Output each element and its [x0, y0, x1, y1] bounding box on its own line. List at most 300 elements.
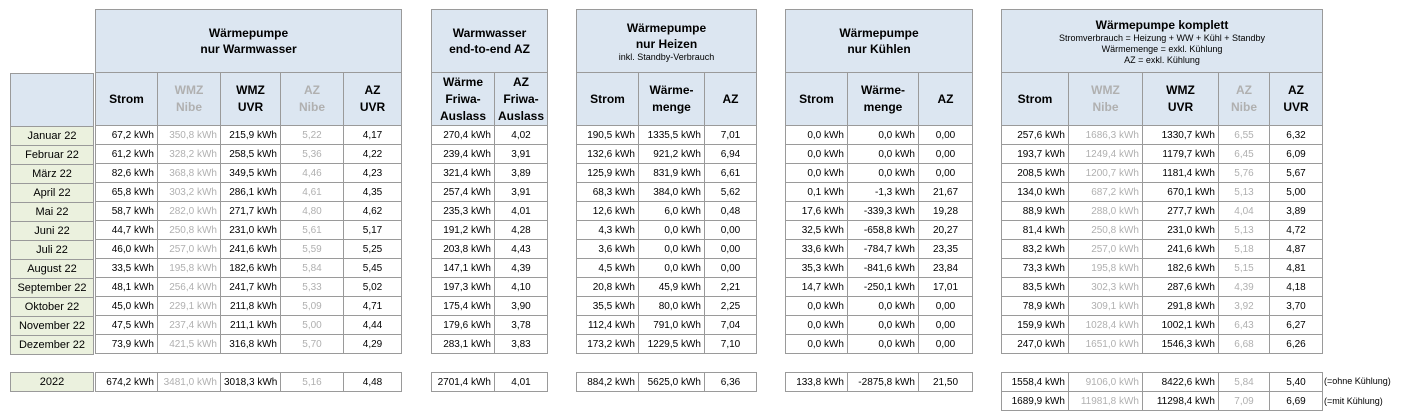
column-header-line: Nibe [1230, 100, 1257, 114]
total-cell: 5,40 [1270, 373, 1323, 392]
table-cell: 191,2 kWh [432, 221, 495, 240]
table-row [786, 183, 973, 202]
total-cell: -2875,8 kWh [848, 373, 919, 392]
table-heizen [576, 9, 757, 354]
title-line: nur Kühlen [847, 42, 911, 56]
table-row [577, 278, 757, 297]
title-subtitle: inkl. Standby-Verbrauch [618, 51, 715, 62]
table-cell: 687,2 kWh [1069, 183, 1143, 202]
table-warmwasser [95, 9, 402, 354]
month-label: November 22 [11, 317, 94, 336]
table-cell: 5,61 [281, 221, 344, 240]
column-header-line: menge [863, 100, 903, 114]
table-cell: 250,8 kWh [1069, 221, 1143, 240]
table-cell: 4,02 [495, 126, 548, 145]
table-cell: 0,48 [705, 202, 757, 221]
table-cell: 0,00 [919, 316, 973, 335]
table-cell: 44,7 kWh [96, 221, 158, 240]
table-row [1002, 335, 1323, 354]
month-row [11, 317, 94, 336]
total-kuehlen [785, 372, 973, 392]
table-cell: 3,91 [495, 145, 548, 164]
table-cell: 4,28 [495, 221, 548, 240]
table-cell: 4,10 [495, 278, 548, 297]
table-cell: 33,6 kWh [786, 240, 848, 259]
table-cell: 241,6 kWh [1143, 240, 1219, 259]
table-cell: 3,92 [1219, 297, 1270, 316]
table-cell: 0,0 kWh [848, 164, 919, 183]
month-row [11, 203, 94, 222]
total-cell: 674,2 kWh [96, 373, 158, 392]
table-cell: 132,6 kWh [577, 145, 639, 164]
table-cell: 5,00 [1270, 183, 1323, 202]
table-row [96, 183, 402, 202]
table-cell: 5,09 [281, 297, 344, 316]
table-cell: 316,8 kWh [221, 335, 281, 354]
table-row [96, 240, 402, 259]
total-cell: 11298,4 kWh [1143, 392, 1219, 411]
column-header-line: WMZ [174, 83, 204, 97]
total-komplett [1001, 372, 1323, 411]
column-header [848, 73, 919, 126]
table-cell: 831,9 kWh [639, 164, 705, 183]
table-cell: 287,6 kWh [1143, 278, 1219, 297]
table-row [1002, 145, 1323, 164]
header-row [96, 73, 402, 126]
column-header-line: Wärme- [649, 83, 694, 97]
month-row [11, 260, 94, 279]
table-cell: 7,01 [705, 126, 757, 145]
table-cell: 3,83 [495, 335, 548, 354]
column-header-line: Strom [590, 91, 625, 106]
table-cell: 302,3 kWh [1069, 278, 1143, 297]
table-row [432, 240, 548, 259]
table-cell: 4,39 [1219, 278, 1270, 297]
table-cell: 231,0 kWh [221, 221, 281, 240]
table-cell: 80,0 kWh [639, 297, 705, 316]
table-cell: 0,00 [919, 145, 973, 164]
table-row [96, 145, 402, 164]
column-header-line: AZ [1288, 83, 1304, 97]
table-cell: 195,8 kWh [158, 259, 221, 278]
table-cell: 193,7 kWh [1002, 145, 1069, 164]
table-cell: 5,45 [344, 259, 402, 278]
table-cell: 67,2 kWh [96, 126, 158, 145]
table-row [786, 164, 973, 183]
column-header-line: AZ [722, 91, 739, 106]
table-row [577, 316, 757, 335]
month-row [11, 298, 94, 317]
table-cell: 83,5 kWh [1002, 278, 1069, 297]
title-subtitle: AZ = exkl. Kühlung [1124, 54, 1200, 65]
table-cell: 7,10 [705, 335, 757, 354]
table-cell: 6,09 [1270, 145, 1323, 164]
table-cell: 45,0 kWh [96, 297, 158, 316]
table-row [577, 126, 757, 145]
month-row [11, 184, 94, 203]
table-row [1002, 202, 1323, 221]
column-header-line: WMZ [236, 83, 265, 97]
total-cell: 7,09 [1219, 392, 1270, 411]
total-row [786, 373, 973, 392]
title-line: Wärmepumpe [208, 26, 289, 40]
column-header [1143, 73, 1219, 126]
table-title [432, 10, 548, 73]
month-label: April 22 [11, 184, 94, 203]
table-cell: 1181,4 kWh [1143, 164, 1219, 183]
table-cell: 58,7 kWh [96, 202, 158, 221]
table-cell: 241,6 kWh [221, 240, 281, 259]
year-label-table [10, 372, 94, 392]
table-cell: 47,5 kWh [96, 316, 158, 335]
table-cell: 88,9 kWh [1002, 202, 1069, 221]
table-cell: 46,0 kWh [96, 240, 158, 259]
table-row [577, 335, 757, 354]
table-row [432, 145, 548, 164]
table-cell: 3,90 [495, 297, 548, 316]
header-row [432, 73, 548, 126]
column-header-line: Strom [109, 91, 144, 106]
column-header-line: AZ [937, 91, 954, 106]
column-header [96, 73, 158, 126]
table-cell: 4,39 [495, 259, 548, 278]
total-warmwasser [95, 372, 402, 392]
table-cell: 2,25 [705, 297, 757, 316]
column-header [1219, 73, 1270, 126]
month-body [11, 74, 94, 355]
title-subtitle: Wärmemenge = exkl. Kühlung [1101, 43, 1223, 54]
table-cell: 0,0 kWh [786, 297, 848, 316]
table-cell: 48,1 kWh [96, 278, 158, 297]
month-row [11, 127, 94, 146]
table-row [577, 164, 757, 183]
month-label: Juli 22 [11, 241, 94, 260]
table-cell: 5,25 [344, 240, 402, 259]
table-cell: 250,8 kWh [158, 221, 221, 240]
table-cell: 190,5 kWh [577, 126, 639, 145]
table-cell: 203,8 kWh [432, 240, 495, 259]
title-line: end-to-end AZ [449, 42, 530, 56]
table-cell: 215,9 kWh [221, 126, 281, 145]
table-cell: 271,7 kWh [221, 202, 281, 221]
table-row [1002, 126, 1323, 145]
total-cell: 3018,3 kWh [221, 373, 281, 392]
table-cell: 175,4 kWh [432, 297, 495, 316]
table-row [432, 164, 548, 183]
table-cell: 5,15 [1219, 259, 1270, 278]
table-cell: 229,1 kWh [158, 297, 221, 316]
table-cell: 0,0 kWh [848, 316, 919, 335]
table-cell: 257,6 kWh [1002, 126, 1069, 145]
column-header [1002, 73, 1069, 126]
table-cell: 791,0 kWh [639, 316, 705, 335]
month-row [11, 222, 94, 241]
table-cell: 211,8 kWh [221, 297, 281, 316]
table-cell: 1200,7 kWh [1069, 164, 1143, 183]
table-cell: 368,8 kWh [158, 164, 221, 183]
table-cell: 4,44 [344, 316, 402, 335]
table-cell: 23,84 [919, 259, 973, 278]
month-row [11, 146, 94, 165]
total-cell: 5625,0 kWh [639, 373, 705, 392]
table-cell: 173,2 kWh [577, 335, 639, 354]
table-cell: 0,0 kWh [848, 335, 919, 354]
table-cell: 4,5 kWh [577, 259, 639, 278]
column-header [158, 73, 221, 126]
table-cell: 83,2 kWh [1002, 240, 1069, 259]
column-header [495, 73, 548, 126]
table-cell: 5,33 [281, 278, 344, 297]
year-label: 2022 [11, 373, 94, 392]
table-cell: 6,45 [1219, 145, 1270, 164]
table-row [432, 221, 548, 240]
table-cell: 4,35 [344, 183, 402, 202]
table-cell: 235,3 kWh [432, 202, 495, 221]
table-cell: 328,2 kWh [158, 145, 221, 164]
title-line: Warmwasser [452, 26, 527, 40]
table-cell: 258,5 kWh [221, 145, 281, 164]
table-cell: 1335,5 kWh [639, 126, 705, 145]
column-header [919, 73, 973, 126]
table-row [96, 278, 402, 297]
table-cell: 14,7 kWh [786, 278, 848, 297]
column-header-line: AZ [364, 83, 381, 97]
table-row [96, 297, 402, 316]
total-cell: 1689,9 kWh [1002, 392, 1069, 411]
column-header-line: UVR [237, 100, 264, 114]
table-cell: 4,71 [344, 297, 402, 316]
column-header-line: UVR [359, 100, 386, 114]
table-cell: 35,3 kWh [786, 259, 848, 278]
total-cell: 2701,4 kWh [432, 373, 495, 392]
title-line: nur Heizen [635, 36, 698, 51]
table-cell: 241,7 kWh [221, 278, 281, 297]
table-cell: 6,26 [1270, 335, 1323, 354]
table-cell: 182,6 kWh [221, 259, 281, 278]
total-row [1002, 392, 1323, 411]
column-header-line: Auslass [439, 108, 487, 123]
table-cell: 5,76 [1219, 164, 1270, 183]
table-cell: 4,04 [1219, 202, 1270, 221]
table-cell: 257,0 kWh [1069, 240, 1143, 259]
title-line: Wärmepumpe [626, 20, 707, 35]
table-cell: 3,70 [1270, 297, 1323, 316]
table-cell: 239,4 kWh [432, 145, 495, 164]
table-row [786, 297, 973, 316]
table-cell: 5,59 [281, 240, 344, 259]
table-row [96, 126, 402, 145]
table-row [432, 183, 548, 202]
table-row [1002, 316, 1323, 335]
table-cell: 256,4 kWh [158, 278, 221, 297]
table-cell: 32,5 kWh [786, 221, 848, 240]
month-label: Dezember 22 [11, 336, 94, 355]
table-cell: 288,0 kWh [1069, 202, 1143, 221]
table-cell: 61,2 kWh [96, 145, 158, 164]
table-cell: 68,3 kWh [577, 183, 639, 202]
table-cell: 1651,0 kWh [1069, 335, 1143, 354]
column-header [786, 73, 848, 126]
total-cell: 3481,0 kWh [158, 373, 221, 392]
table-cell: 0,00 [705, 240, 757, 259]
table-cell: 0,0 kWh [848, 145, 919, 164]
table-cell: 197,3 kWh [432, 278, 495, 297]
month-column [10, 73, 94, 355]
month-label: Juni 22 [11, 222, 94, 241]
table-kuehlen [785, 9, 973, 354]
table-cell: 112,4 kWh [577, 316, 639, 335]
table-cell: 4,18 [1270, 278, 1323, 297]
title-line: nur Warmwasser [200, 42, 297, 56]
table-row [577, 259, 757, 278]
column-header-line: Nibe [175, 100, 202, 114]
table-cell: 20,8 kWh [577, 278, 639, 297]
table-cell: 4,3 kWh [577, 221, 639, 240]
table-cell: 1249,4 kWh [1069, 145, 1143, 164]
table-cell: 5,84 [281, 259, 344, 278]
total-cell: 4,01 [495, 373, 548, 392]
table-cell: 257,4 kWh [432, 183, 495, 202]
table-cell: 5,17 [344, 221, 402, 240]
table-cell: 3,6 kWh [577, 240, 639, 259]
table-cell: 0,0 kWh [786, 164, 848, 183]
table-title [1002, 10, 1323, 73]
table-cell: 5,67 [1270, 164, 1323, 183]
note-mit-kuehlung: (=mit Kühlung) [1324, 396, 1383, 406]
table-row [577, 297, 757, 316]
table-row [786, 316, 973, 335]
table-cell: -1,3 kWh [848, 183, 919, 202]
table-cell: -250,1 kWh [848, 278, 919, 297]
total-cell: 6,69 [1270, 392, 1323, 411]
table-cell: 321,4 kWh [432, 164, 495, 183]
total-end-to-end [431, 372, 548, 392]
table-row [786, 145, 973, 164]
table-row [1002, 278, 1323, 297]
table-cell: 4,87 [1270, 240, 1323, 259]
table-komplett [1001, 9, 1323, 354]
header-row [577, 73, 757, 126]
table-title [577, 10, 757, 73]
table-cell: 4,62 [344, 202, 402, 221]
column-header-line: Strom [799, 91, 834, 106]
table-title [96, 10, 402, 73]
total-cell: 6,36 [705, 373, 757, 392]
table-cell: 7,04 [705, 316, 757, 335]
table-row [432, 316, 548, 335]
table-cell: 159,9 kWh [1002, 316, 1069, 335]
month-header-cell [11, 74, 94, 127]
table-cell: 0,0 kWh [786, 126, 848, 145]
table-cell: 5,70 [281, 335, 344, 354]
table-cell: 4,29 [344, 335, 402, 354]
table-cell: 125,9 kWh [577, 164, 639, 183]
table-cell: 6,32 [1270, 126, 1323, 145]
table-row [786, 259, 973, 278]
column-header-line: UVR [1167, 100, 1194, 114]
table-cell: 33,5 kWh [96, 259, 158, 278]
column-header [281, 73, 344, 126]
column-header-line: UVR [1283, 100, 1309, 114]
column-header-line: WMZ [1166, 83, 1195, 97]
table-cell: 0,0 kWh [848, 297, 919, 316]
table-cell: 6,94 [705, 145, 757, 164]
table-row [432, 335, 548, 354]
table-cell: 147,1 kWh [432, 259, 495, 278]
table-cell: 6,43 [1219, 316, 1270, 335]
table-row [96, 259, 402, 278]
table-cell: 421,5 kWh [158, 335, 221, 354]
table-cell: 211,1 kWh [221, 316, 281, 335]
column-header-line: AZ [304, 83, 320, 97]
total-cell: 5,16 [281, 373, 344, 392]
total-cell: 4,48 [344, 373, 402, 392]
table-row [577, 202, 757, 221]
table-cell: 5,22 [281, 126, 344, 145]
table-row [1002, 183, 1323, 202]
table-row [432, 278, 548, 297]
column-header [1270, 73, 1323, 126]
table-title [786, 10, 973, 73]
month-label: August 22 [11, 260, 94, 279]
column-header-line: Friwa- [445, 91, 481, 106]
month-label: Oktober 22 [11, 298, 94, 317]
column-header-line: Nibe [298, 100, 325, 114]
table-cell: 5,13 [1219, 221, 1270, 240]
table-cell: 3,89 [495, 164, 548, 183]
table-cell: -339,3 kWh [848, 202, 919, 221]
table-cell: 0,1 kWh [786, 183, 848, 202]
table-cell: 19,28 [919, 202, 973, 221]
table-cell: 17,6 kWh [786, 202, 848, 221]
table-row [786, 126, 973, 145]
table-cell: 82,6 kWh [96, 164, 158, 183]
table-cell: 4,22 [344, 145, 402, 164]
table-row [432, 202, 548, 221]
table-cell: 1179,7 kWh [1143, 145, 1219, 164]
table-cell: 182,6 kWh [1143, 259, 1219, 278]
table-row [432, 259, 548, 278]
table-cell: 6,55 [1219, 126, 1270, 145]
table-cell: 0,0 kWh [639, 221, 705, 240]
table-row [786, 221, 973, 240]
column-header-line: Nibe [1092, 100, 1119, 114]
month-label: Mai 22 [11, 203, 94, 222]
table-cell: 0,0 kWh [639, 240, 705, 259]
table-row [432, 297, 548, 316]
table-cell: 303,2 kWh [158, 183, 221, 202]
table-row [1002, 297, 1323, 316]
table-row [786, 278, 973, 297]
table-row [577, 221, 757, 240]
table-row [96, 202, 402, 221]
total-row [577, 373, 757, 392]
month-row [11, 165, 94, 184]
table-cell: 23,35 [919, 240, 973, 259]
table-cell: 208,5 kWh [1002, 164, 1069, 183]
table-cell: -841,6 kWh [848, 259, 919, 278]
month-label: September 22 [11, 279, 94, 298]
table-cell: 20,27 [919, 221, 973, 240]
table-cell: 1330,7 kWh [1143, 126, 1219, 145]
table-row [1002, 164, 1323, 183]
table-cell: 78,9 kWh [1002, 297, 1069, 316]
month-row [11, 279, 94, 298]
table-cell: 12,6 kWh [577, 202, 639, 221]
table-cell: 3,78 [495, 316, 548, 335]
total-row [96, 373, 402, 392]
table-cell: 4,01 [495, 202, 548, 221]
